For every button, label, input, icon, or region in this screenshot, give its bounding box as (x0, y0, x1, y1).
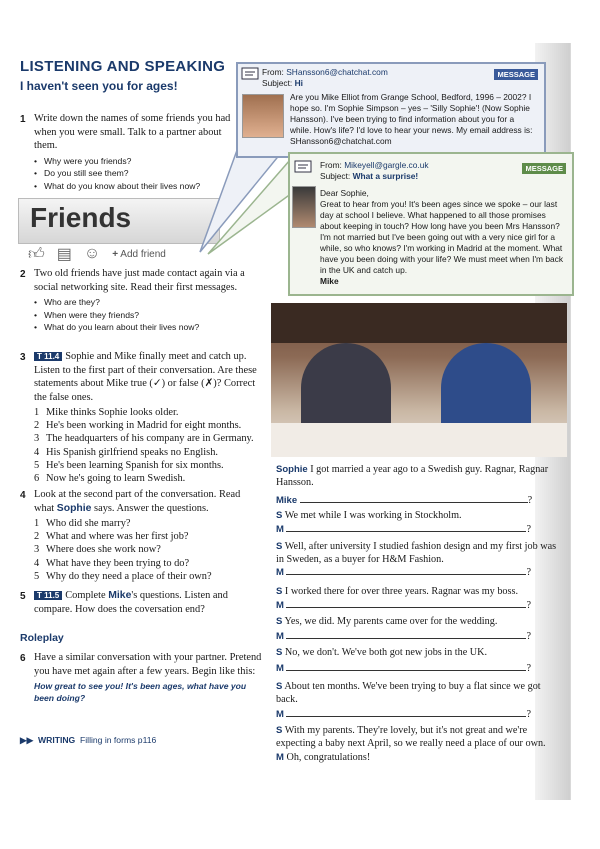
dialogue-speaker: M (276, 709, 284, 720)
q6-example: How great to see you! It's been ages, what have you been doing? (34, 681, 247, 703)
q1-text: Write down the names of some friends you had when you were small. Talk to a partner about them. (34, 113, 231, 151)
q3-block (34, 350, 262, 485)
dialogue-speaker: M (276, 567, 284, 578)
q2-bullet: • Who are they? (34, 296, 259, 309)
avatar-mike (292, 186, 316, 228)
q4-speaker: Sophie (56, 502, 92, 514)
q4-item: 2 What and where was her first job? (34, 531, 189, 543)
q3-item: 5 He's been learning Spanish for six months. (34, 459, 224, 471)
answer-blank[interactable] (286, 670, 526, 671)
q4-text: Look at the second part of the conversation. Read what (34, 489, 241, 514)
dialogue-speaker: S (276, 510, 283, 521)
q3-items (34, 406, 262, 485)
dialogue-text: Oh, congratulations! (286, 752, 371, 763)
dialogue-text: About ten months. We've been trying to buy a flat since we got back. (276, 681, 541, 705)
q4-item: 3 Where does she work now? (34, 544, 161, 556)
dialogue-speaker: M (276, 752, 284, 763)
cafe-photo (271, 303, 567, 457)
q5-speaker: Mike (108, 590, 132, 601)
plus-icon: + (112, 248, 119, 260)
dialogue-speaker: S (276, 541, 283, 552)
answer-blank[interactable] (286, 574, 526, 575)
friends-icons-row (28, 244, 166, 264)
message-icon (294, 160, 312, 176)
dialogue-line (276, 463, 561, 489)
message-badge: MESSAGE (494, 69, 538, 80)
smiley-icon: ☺ (83, 245, 101, 262)
q5-text-end: 's questions. Listen and compare. How does the coversation end? (34, 590, 228, 615)
q3-text: Sophie and Mike finally meet and catch up. Listen to the first part of their conversation. Are these statements about Mike true (✓) or false (✗)? Correct the false ones. (34, 351, 257, 403)
message-1-header (262, 67, 388, 89)
dialogue-line (276, 523, 561, 536)
q3-item: 3 The headquarters of his company are in Germany. (34, 433, 254, 445)
dialogue-text: ? (526, 600, 531, 611)
message-2-header (320, 160, 429, 182)
q2-bullet: • When were they friends? (34, 309, 259, 322)
dialogue-text: No, we don't. We've both got new jobs in the UK. (284, 647, 488, 658)
dialogue-line (276, 540, 561, 566)
message-2-greeting: Dear Sophie, (320, 188, 369, 198)
from-address: SHansson6@chatchat.com (286, 67, 388, 77)
q1-bullet: • What do you know about their lives now? (34, 180, 234, 193)
q1-bullet: • Why were you friends? (34, 155, 234, 168)
q6-block (34, 651, 262, 704)
from-address: Mikeyell@gargle.co.uk (344, 160, 429, 170)
answer-blank[interactable] (286, 638, 526, 639)
add-friend-link (112, 249, 166, 260)
from-label: From: (320, 160, 342, 170)
dialogue-line (276, 646, 561, 659)
dialogue-line (276, 751, 561, 764)
q4-block (34, 488, 262, 583)
dialogue-line (276, 599, 561, 612)
message-2-text: Great to hear from you! It's been ages since we spoke – our last day at school I believe. What happened to all those promises about keeping in touch? How long have you been Mrs Hansson? I'm not married but I've been going out with a very nice girl for a while, so who knows? I'm working in Madrid at the moment. What have you been doing with your life? We must meet when I'm back in the UK and catch up. (320, 199, 564, 275)
track-badge: T 11.5 (34, 591, 62, 600)
dialogue-speaker: M (276, 631, 284, 642)
q4-number: 4 (20, 490, 26, 501)
photo-background (271, 303, 567, 343)
q4-text-end: says. Answer the questions. (91, 502, 209, 514)
q3-item: 6 Now he's going to learn Swedish. (34, 473, 186, 485)
dialogue-text: Yes, we did. My parents came over for the wedding. (284, 616, 498, 627)
photo-table (271, 423, 567, 457)
q1-bullet: • Do you still see them? (34, 167, 234, 180)
message-1-body: Are you Mike Elliot from Grange School, Bedford, 1996 – 2002? I hope so. I'm Sophie Simpson – yes – 'Silly Sophie'! (Now Sophie Hansson). I've been trying to find information about you for a while. How's life? I'd love to hear your news. My email address is: SHansson6@chatchat.com (290, 92, 533, 146)
message-2-body (320, 188, 564, 287)
from-label: From: (262, 67, 284, 77)
q5-text: Complete (65, 590, 109, 601)
subject-text: What a surprise! (352, 171, 419, 181)
dialogue-speaker: Sophie (276, 464, 308, 475)
dialogue-line (276, 509, 561, 522)
dialogue-speaker: S (276, 616, 283, 627)
q6-text: Have a similar conversation with your partner. Pretend you have met again after a few years. Begin like this: (34, 652, 262, 677)
friends-title: Friends (30, 202, 132, 233)
dialogue-line (276, 630, 561, 643)
dialogue-line (276, 724, 561, 750)
q4-item: 5 Why do they need a place of their own? (34, 570, 212, 582)
dialogue-line (276, 680, 561, 706)
message-badge: MESSAGE (522, 163, 566, 174)
subject-label: Subject: (320, 171, 351, 181)
message-icon (241, 67, 259, 83)
q4-item: 1 Who did she marry? (34, 518, 131, 529)
answer-blank[interactable] (286, 607, 526, 608)
dialogue-speaker: S (276, 647, 283, 658)
chat-icon: ▤ (56, 246, 72, 263)
dialogue-text: Well, after university I studied fashion design and my first job was in Sweden, as a buyer for H&M Fashion. (276, 541, 557, 565)
double-arrow-icon: ▶▶ (20, 735, 34, 745)
writing-label: WRITING (38, 735, 76, 745)
dialogue-text: ? (527, 495, 533, 506)
dialogue-speaker: S (276, 586, 283, 597)
q3-number: 3 (20, 352, 26, 363)
q4-item: 4 What have they been trying to do? (34, 557, 190, 569)
dialogue-line (276, 585, 561, 598)
q3-item: 1 Mike thinks Sophie looks older. (34, 407, 179, 418)
dialogue-text: ? (526, 524, 531, 535)
dialogue-line (276, 708, 561, 721)
message-card-1 (236, 62, 546, 158)
roleplay-heading: Roleplay (20, 632, 64, 644)
track-badge: T 11.4 (34, 352, 62, 361)
dialogue-speaker: M (276, 663, 284, 674)
section-subtitle: I haven't seen you for ages! (20, 79, 178, 93)
dialogue-text: We met while I was working in Stockholm. (284, 510, 462, 521)
dialogue-speaker: M (276, 524, 284, 535)
avatar-sophie (242, 94, 284, 138)
q6-number: 6 (20, 653, 26, 664)
dialogue-text: ? (526, 631, 531, 642)
dialogue-speaker: S (276, 681, 283, 692)
q5-number: 5 (20, 591, 26, 602)
subject-text: Hi (294, 78, 303, 88)
q2-block (34, 267, 259, 334)
dialogue-text: I got married a year ago to a Swedish guy. Ragnar, Ragnar Hansson. (276, 464, 549, 488)
writing-text: Filling in forms p116 (80, 735, 157, 745)
dialogue-speaker: Mike (276, 495, 298, 506)
q4-items (34, 517, 262, 583)
q2-bullet: • What do you learn about their lives now? (34, 321, 259, 334)
section-title: LISTENING AND SPEAKING (20, 58, 226, 75)
dialogue-text: I worked there for over three years. Ragnar was my boss. (284, 586, 518, 597)
dialogue-speaker: S (276, 725, 283, 736)
subject-label: Subject: (262, 78, 293, 88)
dialogue-text: With my parents. They're lovely, but it's not great and we're expecting a baby next April, so we really need a place of our own. (276, 725, 546, 749)
thumbs-up-icon: 👍︎ (28, 245, 45, 263)
dialogue-line (276, 494, 561, 507)
dialogue-speaker: M (276, 600, 284, 611)
dialogue-text: ? (526, 709, 531, 720)
q3-item: 4 His Spanish girlfriend speaks no English. (34, 446, 219, 458)
message-card-2 (288, 152, 574, 296)
answer-blank[interactable] (286, 531, 526, 532)
dialogue-text: ? (526, 567, 531, 578)
q3-item: 2 He's been working in Madrid for eight months. (34, 420, 242, 432)
dialogue-line (276, 566, 561, 579)
dialogue-text: ? (526, 663, 531, 674)
q5-block (34, 589, 262, 616)
dialogue-line (276, 662, 561, 675)
message-2-signature: Mike (320, 276, 339, 286)
add-friend-label: Add friend (120, 248, 166, 260)
writing-reference (20, 735, 156, 746)
q2-bullets (34, 296, 259, 334)
q2-text: Two old friends have just made contact again via a social networking site. Read their first messages. (34, 268, 245, 293)
q1-number: 1 (20, 114, 26, 125)
q2-number: 2 (20, 269, 26, 280)
dialogue-line (276, 615, 561, 628)
answer-blank[interactable] (286, 716, 526, 717)
answer-blank[interactable] (300, 502, 528, 503)
